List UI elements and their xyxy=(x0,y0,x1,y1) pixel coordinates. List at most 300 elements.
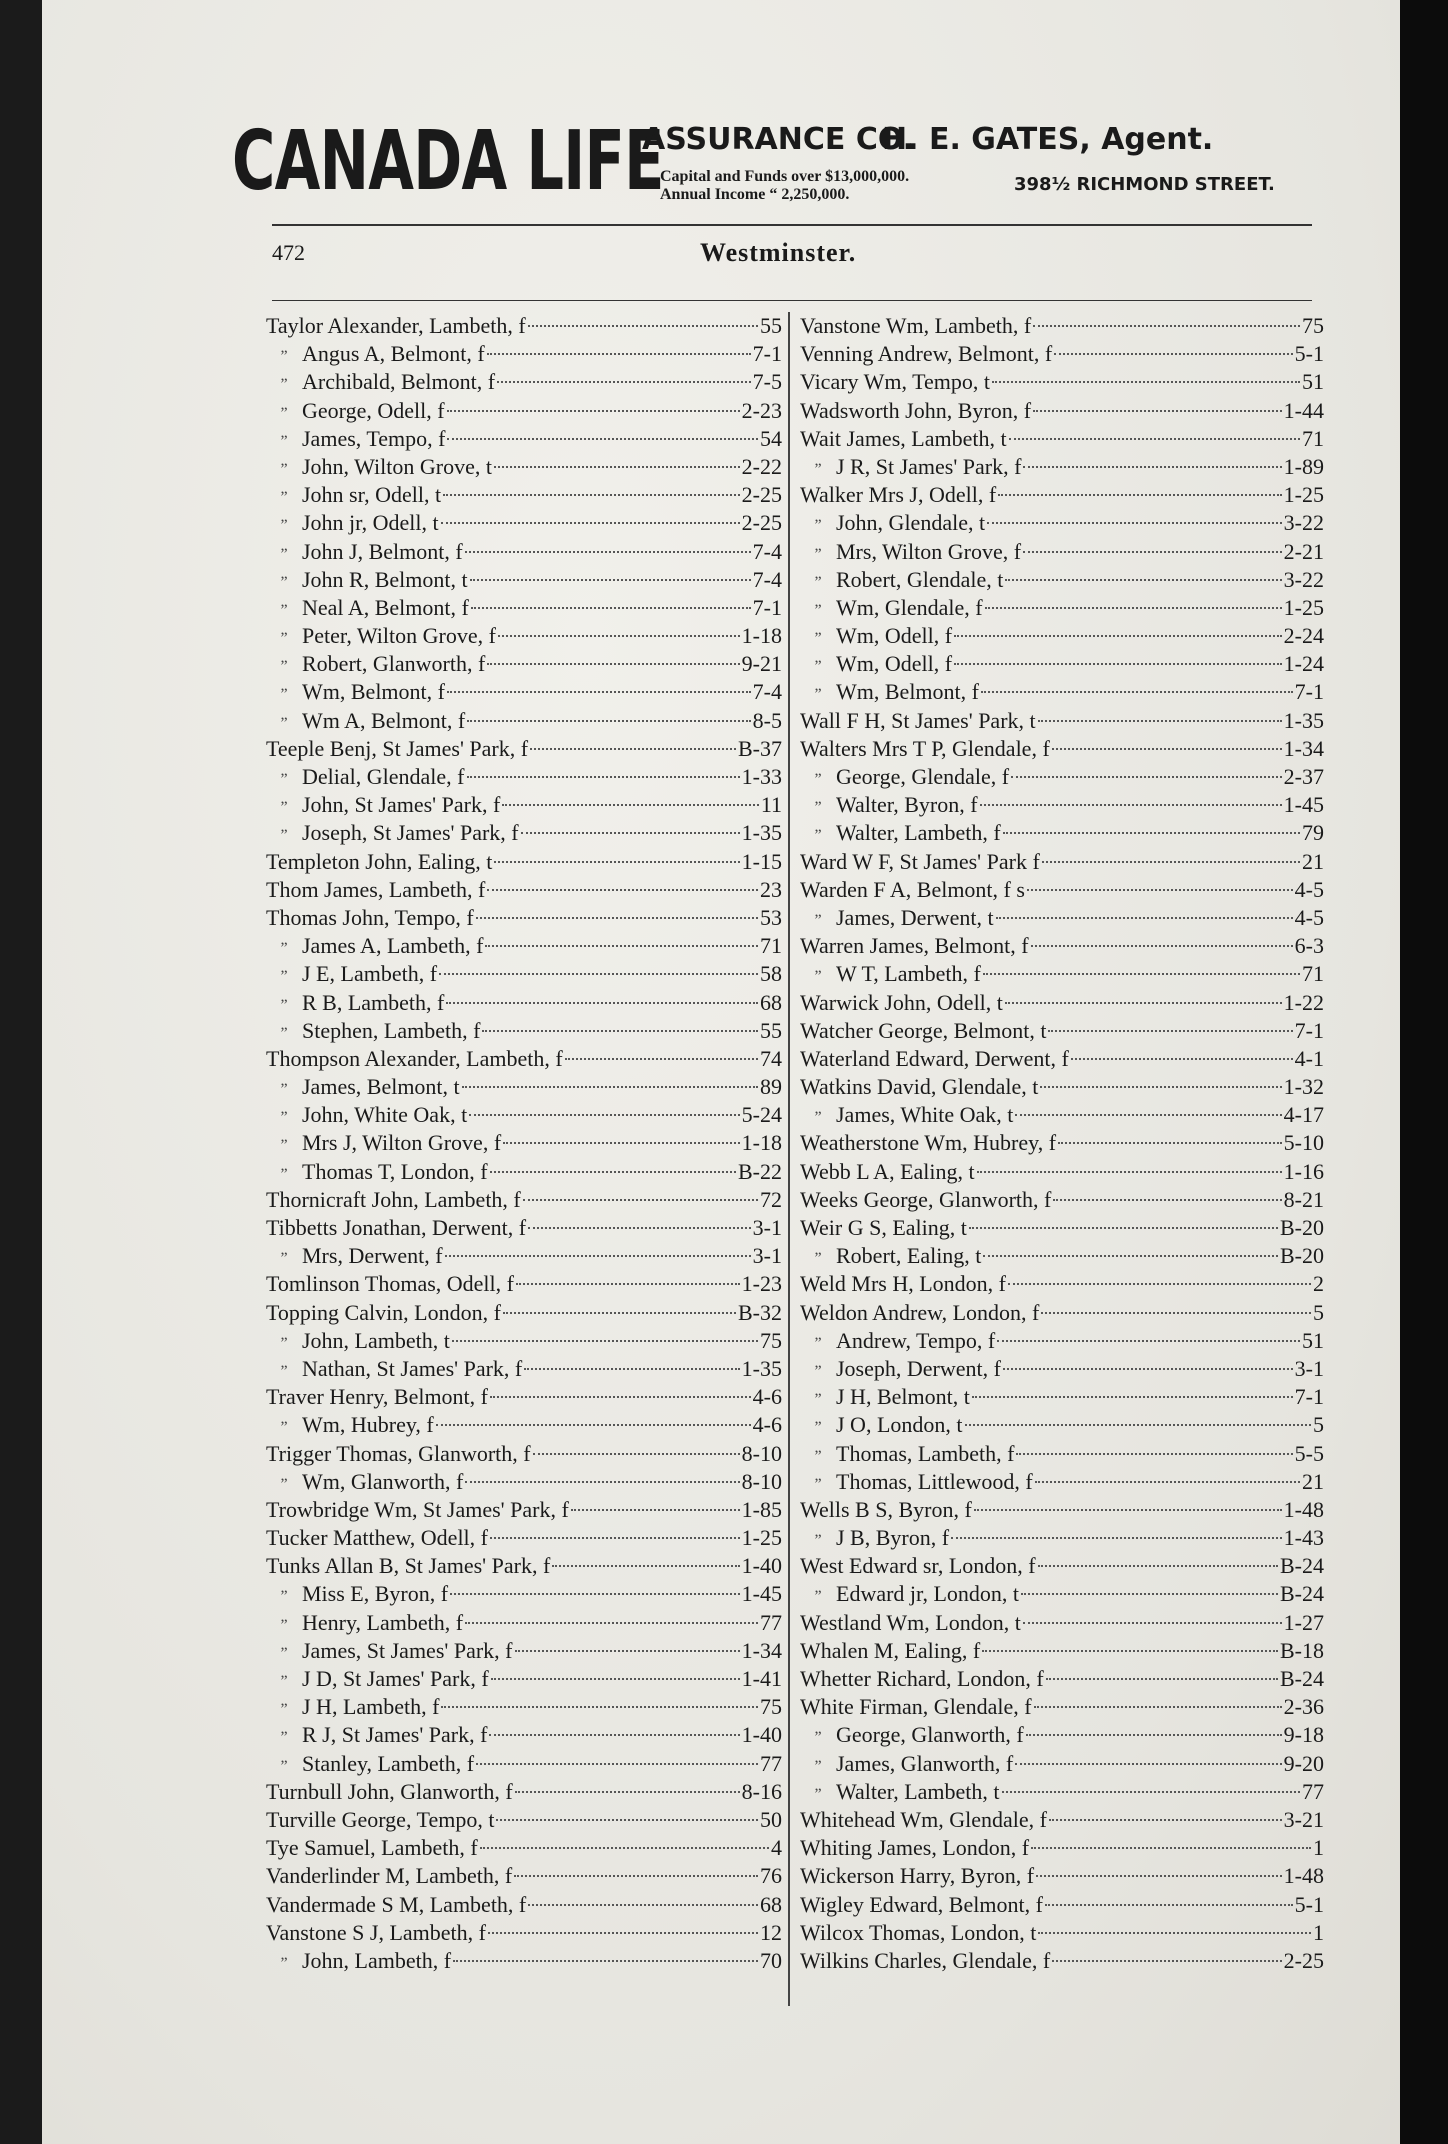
ad-agent: H. E. GATES, Agent. xyxy=(882,122,1214,157)
entry-name: George, Odell, f xyxy=(302,397,445,423)
dot-leader xyxy=(436,1424,751,1426)
directory-entry xyxy=(800,312,1324,340)
dot-leader xyxy=(453,1960,758,1962)
entry-name: Turnbull John, Glanworth, f xyxy=(266,1778,513,1804)
dot-leader xyxy=(487,353,751,355)
dot-leader xyxy=(1003,832,1300,834)
entry-reference: B-18 xyxy=(1280,1637,1324,1663)
dot-leader xyxy=(469,1114,739,1116)
directory-entry xyxy=(800,1580,1324,1608)
entry-name: John, St James' Park, f xyxy=(302,792,501,818)
directory-entry xyxy=(800,1693,1324,1721)
entry-name: James, Derwent, t xyxy=(836,904,994,930)
entry-name: Vicary Wm, Tempo, t xyxy=(800,369,991,395)
entry-name: James, White Oak, t xyxy=(836,1102,1014,1128)
entry-name: Weldon Andrew, London, f xyxy=(800,1299,1040,1325)
entry-name: J B, Byron, f xyxy=(836,1525,950,1551)
directory-entry xyxy=(266,932,782,960)
entry-reference: 75 xyxy=(760,1327,782,1353)
directory-entry xyxy=(800,707,1324,735)
dot-leader xyxy=(1042,861,1300,863)
entry-name: Westland Wm, London, t xyxy=(800,1609,1021,1635)
dot-leader xyxy=(985,607,1282,609)
directory-entry xyxy=(266,312,782,340)
directory-entry xyxy=(266,848,782,876)
ditto-mark: ” xyxy=(280,968,288,986)
ditto-mark: ” xyxy=(280,1616,288,1634)
entry-reference: 1-15 xyxy=(741,848,782,874)
dot-leader xyxy=(1005,1002,1282,1004)
dot-leader xyxy=(1048,1030,1292,1032)
entry-reference: 1-35 xyxy=(1283,707,1324,733)
entry-reference: 1-44 xyxy=(1283,397,1324,423)
entry-name: Walter, Byron, f xyxy=(836,792,978,818)
dot-leader xyxy=(485,945,758,947)
dot-leader xyxy=(465,551,751,553)
ditto-mark: ” xyxy=(280,658,288,676)
ditto-mark: ” xyxy=(814,1475,822,1493)
ditto-mark: ” xyxy=(280,827,288,845)
dot-leader xyxy=(450,1593,740,1595)
entry-name: Neal A, Belmont, f xyxy=(302,594,469,620)
ditto-mark: ” xyxy=(814,1419,822,1437)
entry-reference: 55 xyxy=(760,313,782,338)
entry-reference: 5 xyxy=(1313,1412,1324,1438)
dot-leader xyxy=(1058,1142,1282,1144)
entry-name: John sr, Odell, t xyxy=(302,482,442,508)
directory-entry xyxy=(800,1552,1324,1580)
dot-leader xyxy=(488,1932,758,1934)
entry-name: Wm, Belmont, f xyxy=(302,679,445,705)
entry-name: R J, St James' Park, f xyxy=(302,1722,488,1748)
entry-reference: 2-25 xyxy=(1283,1947,1324,1973)
directory-entry xyxy=(800,397,1324,425)
directory-entry xyxy=(800,791,1324,819)
dot-leader xyxy=(1015,1763,1281,1765)
dot-leader xyxy=(489,1734,739,1736)
dot-leader xyxy=(1040,1086,1281,1088)
directory-entry xyxy=(800,1862,1324,1890)
entry-name: R B, Lambeth, f xyxy=(302,989,445,1015)
entry-name: James, Glanworth, f xyxy=(836,1750,1014,1776)
entry-reference: 3-22 xyxy=(1283,510,1324,536)
dot-leader xyxy=(1035,1481,1300,1483)
entry-reference: 8-10 xyxy=(741,1440,782,1466)
dot-leader xyxy=(1011,776,1282,778)
entry-name: Delial, Glendale, f xyxy=(302,764,465,789)
dot-leader xyxy=(982,1650,1278,1652)
directory-entry xyxy=(800,1891,1324,1919)
dot-leader xyxy=(992,381,1300,383)
dot-leader xyxy=(470,579,751,581)
dot-leader xyxy=(1031,945,1293,947)
entry-reference: 1-25 xyxy=(1283,594,1324,620)
dot-leader xyxy=(1033,410,1282,412)
entry-name: J O, London, t xyxy=(836,1412,963,1438)
entry-reference: 11 xyxy=(760,792,782,818)
dot-leader xyxy=(494,466,740,468)
header-rule xyxy=(272,224,1312,226)
dot-leader xyxy=(1054,353,1293,355)
entry-name: Warden F A, Belmont, f s xyxy=(800,876,1025,902)
directory-entry xyxy=(266,566,782,594)
entry-reference: 7-1 xyxy=(1294,1017,1324,1043)
entry-name: James, Belmont, t xyxy=(302,1074,460,1100)
ditto-mark: ” xyxy=(280,1081,288,1099)
dot-leader xyxy=(1041,1312,1311,1314)
directory-entry xyxy=(266,1750,782,1778)
directory-entry xyxy=(266,1693,782,1721)
entry-name: Tye Samuel, Lambeth, f xyxy=(266,1835,478,1861)
dot-leader xyxy=(1036,1875,1282,1877)
entry-reference: 71 xyxy=(1302,425,1324,451)
entry-reference: 4-5 xyxy=(1294,876,1324,902)
directory-entry xyxy=(266,989,782,1017)
directory-entry xyxy=(800,1383,1324,1411)
directory-entry xyxy=(266,1355,782,1383)
entry-reference: 77 xyxy=(1302,1778,1324,1804)
entry-name: Waterland Edward, Derwent, f xyxy=(800,1045,1069,1071)
entry-reference: 2-21 xyxy=(1283,538,1324,564)
entry-reference: 50 xyxy=(760,1806,782,1832)
entry-reference: 1-25 xyxy=(741,1525,782,1551)
entry-reference: 1-34 xyxy=(1283,735,1324,761)
entry-name: Templeton John, Ealing, t xyxy=(266,848,493,874)
ditto-mark: ” xyxy=(280,404,288,422)
directory-entry xyxy=(800,1665,1324,1693)
ditto-mark: ” xyxy=(814,1250,822,1268)
entry-reference: 7-1 xyxy=(752,341,782,367)
dot-leader xyxy=(528,325,758,327)
ditto-mark: ” xyxy=(280,601,288,619)
directory-entry xyxy=(800,1045,1324,1073)
entry-reference: 23 xyxy=(760,876,782,902)
entry-reference: 72 xyxy=(760,1186,782,1212)
dot-leader xyxy=(467,776,740,778)
entry-name: James A, Lambeth, f xyxy=(302,933,484,959)
ad-company: ASSURANCE CO. xyxy=(642,122,915,157)
directory-entry xyxy=(800,1129,1324,1157)
entry-name: Walker Mrs J, Odell, f xyxy=(800,482,997,508)
directory-entry xyxy=(800,1242,1324,1270)
dot-leader xyxy=(503,1312,736,1314)
ditto-mark: ” xyxy=(814,658,822,676)
entry-name: J H, Lambeth, f xyxy=(302,1694,440,1720)
ditto-mark: ” xyxy=(814,1391,822,1409)
directory-entry xyxy=(800,1834,1324,1862)
dot-leader xyxy=(487,663,739,665)
ditto-mark: ” xyxy=(280,940,288,958)
entry-name: Weeks George, Glanworth, f xyxy=(800,1186,1052,1212)
directory-entry xyxy=(266,1496,782,1524)
dot-leader xyxy=(490,1537,740,1539)
directory-entry xyxy=(266,650,782,678)
directory-entry xyxy=(800,1919,1324,1947)
entry-reference: 4-17 xyxy=(1283,1102,1324,1128)
dot-leader xyxy=(528,1904,758,1906)
dot-leader xyxy=(445,1255,751,1257)
entry-name: Tucker Matthew, Odell, f xyxy=(266,1525,488,1551)
ditto-mark: ” xyxy=(280,573,288,591)
dot-leader xyxy=(441,1706,758,1708)
directory-entry xyxy=(266,1637,782,1665)
dot-leader xyxy=(465,1622,758,1624)
ditto-mark: ” xyxy=(280,1729,288,1747)
dot-leader xyxy=(1071,1058,1293,1060)
ditto-mark: ” xyxy=(280,1024,288,1042)
dot-leader xyxy=(987,522,1282,524)
entry-name: George, Glanworth, f xyxy=(836,1722,1024,1748)
ditto-mark: ” xyxy=(280,1673,288,1690)
entry-name: Wm, Odell, f xyxy=(836,651,953,677)
dot-leader xyxy=(498,635,740,637)
entry-reference: B-37 xyxy=(738,735,782,761)
entry-reference: 1-48 xyxy=(1283,1863,1324,1889)
entry-name: Peter, Wilton Grove, f xyxy=(302,623,496,649)
entry-reference: 1-18 xyxy=(741,1130,782,1156)
dot-leader xyxy=(482,1030,758,1032)
directory-entry xyxy=(266,1017,782,1045)
entry-reference: 5-24 xyxy=(741,1102,782,1128)
ad-brand: CANADA LIFE xyxy=(232,114,664,209)
directory-entry xyxy=(266,735,782,763)
dot-leader xyxy=(1052,748,1282,750)
directory-entry xyxy=(266,960,782,988)
entry-reference: 51 xyxy=(1302,369,1324,395)
entry-reference: 1-48 xyxy=(1283,1496,1324,1522)
entry-reference: 1-35 xyxy=(741,1355,782,1381)
advertisement-header xyxy=(232,114,1322,218)
entry-reference: 71 xyxy=(760,933,782,959)
entry-reference: 2-37 xyxy=(1283,764,1324,789)
entry-reference: 21 xyxy=(1302,848,1324,874)
directory-entry xyxy=(800,1806,1324,1834)
directory-entry xyxy=(800,1355,1324,1383)
entry-name: Weir G S, Ealing, t xyxy=(800,1215,967,1240)
entry-name: Wilcox Thomas, London, t xyxy=(800,1919,1037,1945)
dot-leader xyxy=(502,804,759,806)
entry-reference: 79 xyxy=(1302,820,1324,846)
entry-reference: 7-1 xyxy=(752,594,782,620)
entry-name: George, Glendale, f xyxy=(836,764,1010,789)
directory-entry xyxy=(266,791,782,819)
entry-reference: 3-21 xyxy=(1283,1806,1324,1832)
entry-reference: 3-1 xyxy=(1294,1355,1324,1381)
directory-entry xyxy=(800,622,1324,650)
entry-reference: 1-27 xyxy=(1283,1609,1324,1635)
entry-name: Thompson Alexander, Lambeth, f xyxy=(266,1045,563,1071)
entry-reference: 9-21 xyxy=(741,651,782,677)
section-rule xyxy=(272,300,1312,301)
entry-reference: 2 xyxy=(1313,1271,1324,1297)
entry-reference: 4 xyxy=(771,1835,782,1861)
entry-reference: 4-6 xyxy=(752,1384,782,1410)
entry-reference: 9-20 xyxy=(1283,1750,1324,1776)
directory-entry xyxy=(266,678,782,706)
directory-entry xyxy=(800,594,1324,622)
entry-name: Miss E, Byron, f xyxy=(302,1581,449,1607)
ditto-mark: ” xyxy=(280,1362,288,1380)
entry-name: Watkins David, Glendale, t xyxy=(800,1074,1039,1100)
directory-entry xyxy=(800,1186,1324,1214)
dot-leader xyxy=(954,663,1282,665)
ditto-mark: ” xyxy=(280,1701,288,1719)
entry-reference: 3-1 xyxy=(752,1243,782,1269)
entry-reference: 55 xyxy=(760,1017,782,1043)
entry-reference: 1-40 xyxy=(741,1722,782,1748)
entry-name: Joseph, Derwent, f xyxy=(836,1355,1001,1381)
entry-name: Trowbridge Wm, St James' Park, f xyxy=(266,1496,569,1522)
ad-income: Annual Income “ 2,250,000. xyxy=(660,186,850,203)
dot-leader xyxy=(1033,325,1300,327)
directory-entry xyxy=(800,1750,1324,1778)
entry-name: W T, Lambeth, f xyxy=(836,961,981,987)
dot-leader xyxy=(1027,889,1293,891)
directory-entry xyxy=(266,1158,782,1186)
entry-reference: 5-10 xyxy=(1283,1130,1324,1156)
entry-reference: 75 xyxy=(1302,313,1324,338)
entry-name: J H, Belmont, t xyxy=(836,1384,970,1410)
entry-reference: 7-4 xyxy=(752,566,782,592)
dot-leader xyxy=(446,1002,758,1004)
entry-name: Wigley Edward, Belmont, f xyxy=(800,1891,1043,1917)
dot-leader xyxy=(447,438,758,440)
entry-name: J R, St James' Park, f xyxy=(836,453,1022,479)
directory-entry xyxy=(266,1609,782,1637)
entry-name: Robert, Glanworth, f xyxy=(302,651,486,677)
directory-entry xyxy=(800,1778,1324,1806)
entry-name: Weld Mrs H, London, f xyxy=(800,1271,1006,1297)
entry-reference: 8-21 xyxy=(1283,1186,1324,1212)
entry-name: Wm, Glendale, f xyxy=(836,594,983,620)
column-divider xyxy=(788,312,790,2006)
directory-entry xyxy=(266,1806,782,1834)
directory-entry xyxy=(266,1580,782,1608)
entry-name: Robert, Glendale, t xyxy=(836,566,1004,592)
directory-entry xyxy=(800,1524,1324,1552)
entry-name: Wickerson Harry, Byron, f xyxy=(800,1863,1035,1889)
entry-reference: 75 xyxy=(760,1694,782,1720)
dot-leader xyxy=(974,1509,1282,1511)
entry-reference: 1-35 xyxy=(741,820,782,846)
dot-leader xyxy=(490,1171,736,1173)
dot-leader xyxy=(1031,1847,1311,1849)
entry-reference: 2-22 xyxy=(741,453,782,479)
entry-reference: 2-25 xyxy=(741,510,782,536)
dot-leader xyxy=(1038,1565,1278,1567)
entry-name: John, Glendale, t xyxy=(836,510,986,536)
entry-reference: 2-36 xyxy=(1283,1694,1324,1720)
ditto-mark: ” xyxy=(814,573,822,591)
directory-entry xyxy=(266,763,782,791)
entry-name: John jr, Odell, t xyxy=(302,510,439,536)
entry-reference: 1-34 xyxy=(741,1637,782,1663)
entry-name: Wm A, Belmont, f xyxy=(302,707,466,733)
entry-reference: 76 xyxy=(760,1863,782,1889)
entry-name: Weatherstone Wm, Hubrey, f xyxy=(800,1130,1057,1156)
dot-leader xyxy=(1034,1706,1282,1708)
directory-entry xyxy=(800,453,1324,481)
entry-name: West Edward sr, London, f xyxy=(800,1553,1036,1579)
entry-name: Nathan, St James' Park, f xyxy=(302,1355,523,1381)
entry-name: Wm, Odell, f xyxy=(836,623,953,649)
entry-name: Whetter Richard, London, f xyxy=(800,1666,1044,1691)
entry-name: James, Tempo, f xyxy=(302,425,446,451)
entry-name: Wm, Glanworth, f xyxy=(302,1468,464,1494)
directory-entry xyxy=(800,1214,1324,1242)
directory-entry xyxy=(266,397,782,425)
directory-entry xyxy=(266,1242,782,1270)
dot-leader xyxy=(1005,579,1281,581)
entry-name: John, White Oak, t xyxy=(302,1102,468,1128)
directory-entry xyxy=(800,368,1324,396)
dot-leader xyxy=(1026,1734,1282,1736)
directory-entry xyxy=(266,340,782,368)
entry-name: Whitehead Wm, Glendale, f xyxy=(800,1806,1047,1832)
entry-name: Thornicraft John, Lambeth, f xyxy=(266,1186,521,1212)
directory-entry xyxy=(266,622,782,650)
entry-reference: 5 xyxy=(1313,1299,1324,1325)
ad-address: 398½ RICHMOND STREET. xyxy=(1014,174,1275,195)
dot-leader xyxy=(951,1537,1282,1539)
directory-entry xyxy=(800,960,1324,988)
directory-entry xyxy=(266,707,782,735)
dot-leader xyxy=(528,1227,751,1229)
directory-entry xyxy=(266,1101,782,1129)
ditto-mark: ” xyxy=(814,1334,822,1352)
directory-entry xyxy=(266,425,782,453)
entry-reference: 1-24 xyxy=(1283,651,1324,677)
ditto-mark: ” xyxy=(814,1109,822,1127)
directory-entry xyxy=(800,1158,1324,1186)
ditto-mark: ” xyxy=(280,996,288,1014)
entry-reference: 70 xyxy=(760,1947,782,1973)
entry-name: Thomas, Littlewood, f xyxy=(836,1468,1033,1494)
entry-name: Watcher George, Belmont, t xyxy=(800,1017,1047,1043)
entry-name: Turville George, Tempo, t xyxy=(266,1806,495,1832)
ditto-mark: ” xyxy=(280,1644,288,1662)
dot-leader xyxy=(1045,1904,1293,1906)
ditto-mark: ” xyxy=(814,517,822,535)
directory-entry xyxy=(266,594,782,622)
entry-name: Warwick John, Odell, t xyxy=(800,989,1003,1015)
directory-column-right xyxy=(800,312,1324,1975)
directory-entry xyxy=(266,1045,782,1073)
ditto-mark: ” xyxy=(280,1419,288,1437)
directory-entry xyxy=(266,1327,782,1355)
entry-reference: 1-40 xyxy=(741,1553,782,1579)
directory-entry xyxy=(266,368,782,396)
directory-entry xyxy=(266,1299,782,1327)
entry-reference: 53 xyxy=(760,904,782,930)
entry-name: Wall F H, St James' Park, t xyxy=(800,707,1036,733)
entry-reference: 68 xyxy=(760,1891,782,1917)
entry-name: Ward W F, St James' Park f xyxy=(800,848,1040,874)
entry-name: Mrs, Wilton Grove, f xyxy=(836,538,1022,564)
entry-reference: 8-16 xyxy=(741,1778,782,1804)
directory-entry xyxy=(266,1862,782,1890)
directory-entry xyxy=(800,1947,1324,1975)
ditto-mark: ” xyxy=(280,376,288,394)
ditto-mark: ” xyxy=(814,1785,822,1803)
directory-entry xyxy=(266,538,782,566)
ditto-mark: ” xyxy=(814,601,822,619)
directory-entry xyxy=(800,425,1324,453)
ditto-mark: ” xyxy=(814,460,822,478)
ditto-mark: ” xyxy=(280,1250,288,1268)
ditto-mark: ” xyxy=(280,348,288,366)
entry-reference: 5-5 xyxy=(1294,1440,1324,1466)
